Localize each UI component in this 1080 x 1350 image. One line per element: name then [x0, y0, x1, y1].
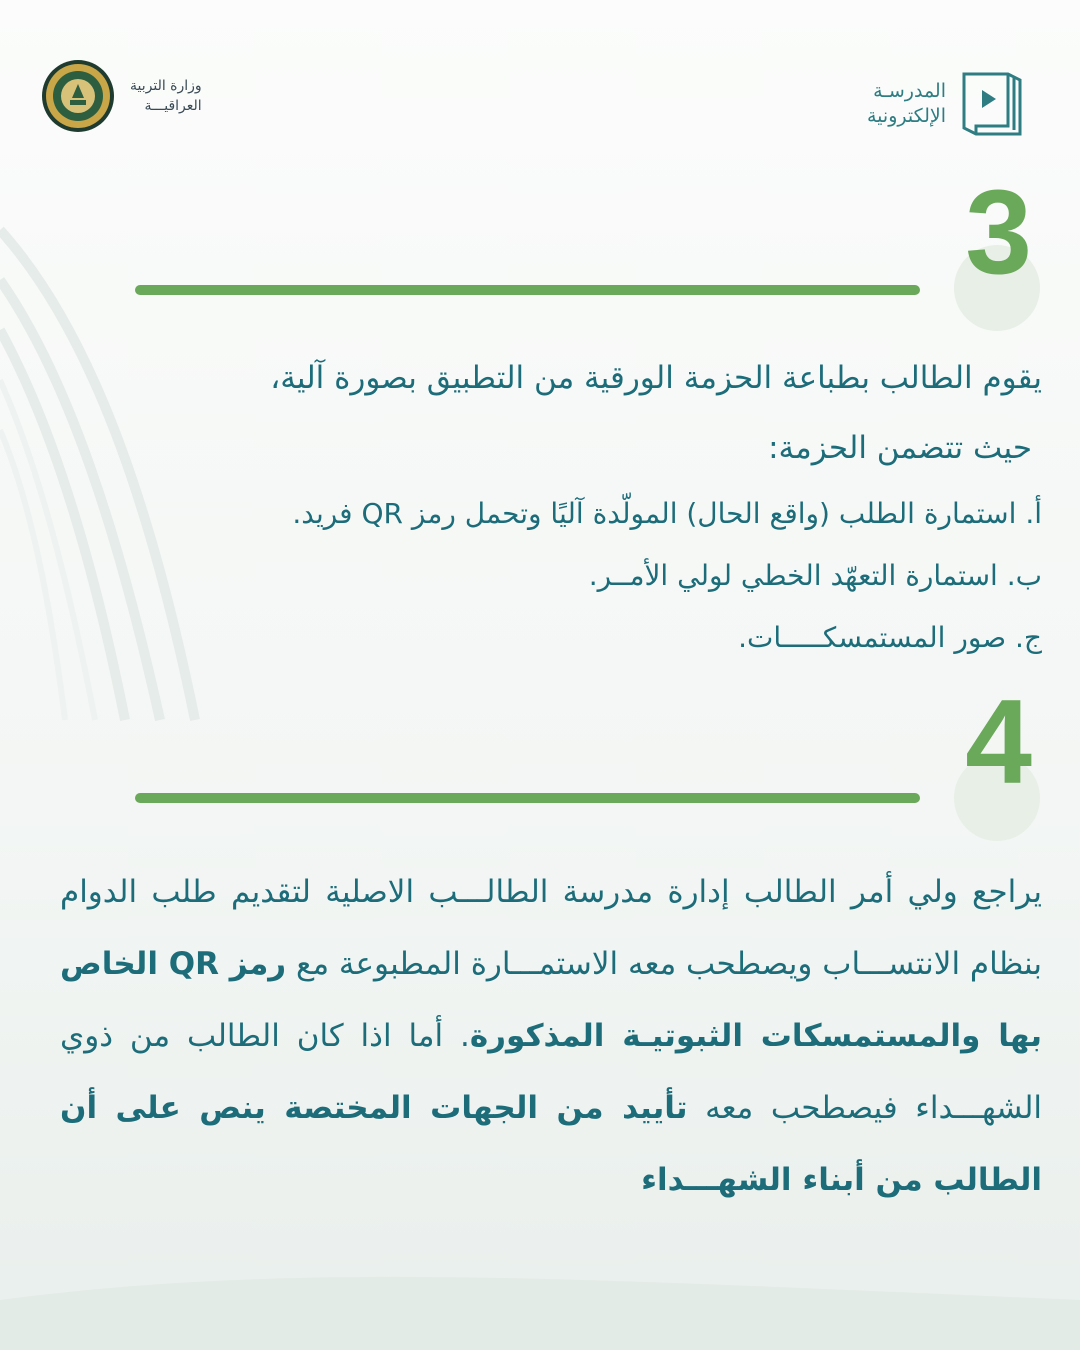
ministry-brand: [40, 58, 202, 134]
step-3-badge: [940, 165, 1040, 330]
book-play-icon: [956, 68, 1030, 140]
step-4-badge: [940, 675, 1040, 840]
step-3-item-c: ج. صور المستمسكـــــات.: [738, 621, 1042, 654]
step-4-bold-1: رمز QR الخاص بها والمستمسكات الثبوتيـة المذكورة: [60, 946, 1042, 1054]
school-name-line2: الإلكترونية: [867, 105, 946, 127]
ministry-name-line1: وزارة التربية: [130, 78, 202, 94]
step-3-item-b: ب. استمارة التعهّد الخطي لولي الأمــر.: [588, 559, 1042, 592]
step-3-text: [60, 343, 1042, 669]
step-3-item-a: أ. استمارة الطلب (واقع الحال) المولّدة آليًا وتحمل رمز QR فريد.: [292, 497, 1042, 530]
step-4-text-2: . أما اذا كان الطالب من ذوي الشهـــداء فيصطحب معه: [60, 1018, 1043, 1126]
step-4-divider: [135, 793, 920, 803]
ministry-name-line2: العراقيـــة: [144, 98, 202, 114]
step-4-paragraph: [60, 856, 1042, 1216]
step-3-intro-line2: حيث تتضمن الحزمة:: [768, 430, 1032, 466]
step-4-bold-2: تأييد من الجهات المختصة ينص على أن الطالب من أبناء الشهـــداء: [60, 1090, 1042, 1198]
step-4-text-1: يراجع ولي أمر الطالب إدارة مدرسة الطالـــب الاصلية لتقديم طلب الدوام بنظام الانتســـاب ويصطحب معه الاستمـــارة المطبوعة مع: [60, 874, 1042, 982]
step-3-intro-line1: يقوم الطالب بطباعة الحزمة الورقية من التطبيق بصورة آلية،: [270, 360, 1042, 396]
step-4-text: [60, 856, 1042, 1216]
school-name-line1: المدرسـة: [873, 80, 946, 102]
step-4-number: 4: [965, 675, 1032, 809]
ministry-name: [130, 76, 202, 116]
ministry-seal: [40, 58, 116, 134]
step-3-divider: [135, 285, 920, 295]
step-3-number: 3: [965, 165, 1032, 299]
school-name: [867, 79, 946, 129]
school-brand: [867, 68, 1030, 140]
